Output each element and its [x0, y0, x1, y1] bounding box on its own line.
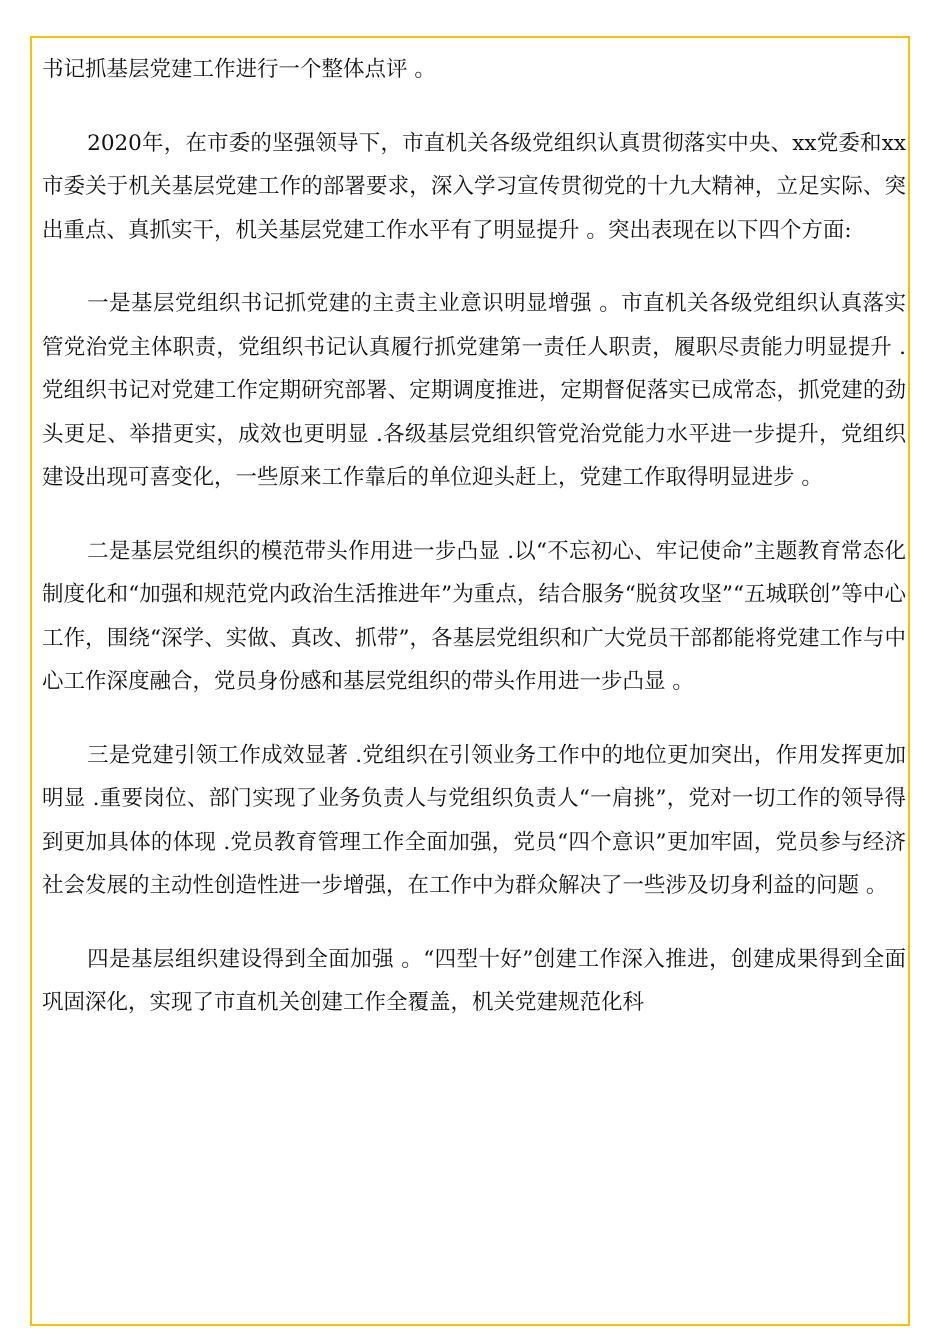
paragraph-point-three: 三是党建引领工作成效显著 .党组织在引领业务工作中的地位更加突出，作用发挥更加明显 .重要岗位、部门实现了业务负责人与党组织负责人“一肩挑”，党对一切工作的领导得到更加具体的体现 .党员教育管理工作全面加强，党员“四个意识”更加牢固，党员参与经济社会发展的主动性创造性进一步增强，在工作中为群众解决了一些涉及切身利益的问题 。 [42, 742, 906, 898]
document-body [42, 48, 906, 1025]
paragraph-point-one: 一是基层党组织书记抓党建的主责主业意识明显增强 。市直机关各级党组织认真落实管党治党主体职责，党组织书记认真履行抓党建第一责任人职责，履职尽责能力明显提升 .党组织书记对党建工作定期研究部署、定期调度推进，定期督促落实已成常态，抓党建的劲头更足、举措更实，成效也更明显 .各级基层党组织管党治党能力水平进一步提升，党组织建设出现可喜变化，一些原来工作靠后的单位迎头赶上，党建工作取得明显进步 。 [42, 291, 906, 490]
paragraph-point-two: 二是基层党组织的模范带头作用进一步凸显 .以“不忘初心、牢记使命”主题教育常态化制度化和“加强和规范党内政治生活推进年”为重点，结合服务“脱贫攻坚”“五城联创”等中心工作，围绕“深学、实做、真改、抓带”，各基层党组织和广大党员干部都能将党建工作与中心工作深度融合，党员身份感和基层党组织的带头作用进一步凸显 。 [42, 538, 906, 694]
paragraph-overview: 2020年，在市委的坚强领导下，市直机关各级党组织认真贯彻落实中央、xx党委和xx市委关于机关基层党建工作的部署要求，深入学习宣传贯彻党的十九大精神，立足实际、突出重点、真抓实干，机关基层党建工作水平有了明显提升 。突出表现在以下四个方面: [42, 130, 906, 243]
paragraph-intro-continuation: 书记抓基层党建工作进行一个整体点评 。 [42, 57, 436, 82]
paragraph-point-four: 四是基层组织建设得到全面加强 。“四型十好”创建工作深入推进，创建成果得到全面巩固深化，实现了市直机关创建工作全覆盖，机关党建规范化科 [42, 946, 906, 1015]
